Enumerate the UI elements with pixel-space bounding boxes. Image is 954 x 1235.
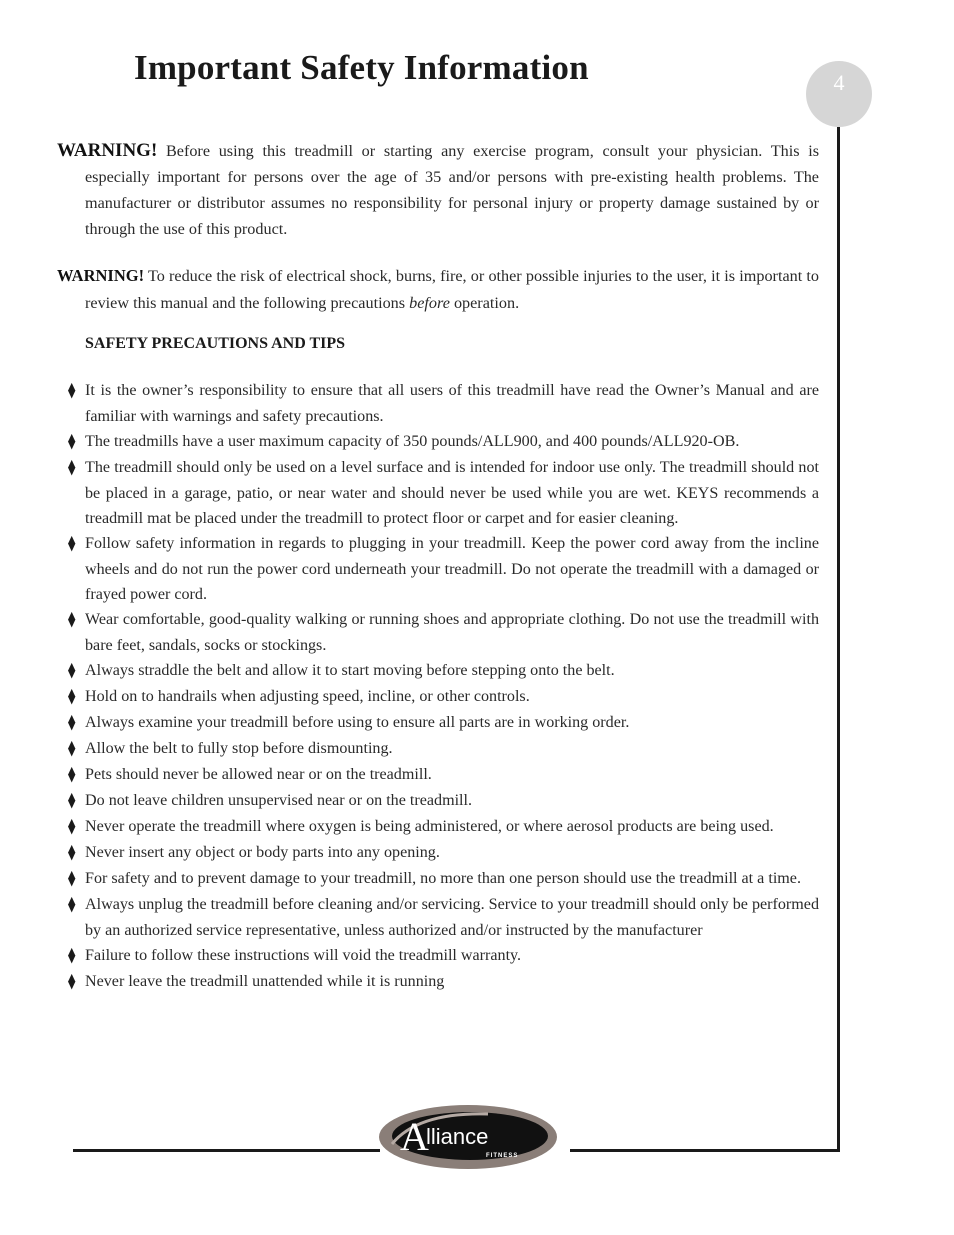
- safety-tip-text: Do not leave children unsupervised near or on the treadmill.: [85, 792, 473, 809]
- bullet-diamond-icon: ⧫: [68, 767, 76, 783]
- bullet-diamond-icon: ⧫: [68, 689, 76, 705]
- safety-tip-text: The treadmills have a user maximum capacity of 350 pounds/ALL900, and 400 pounds/ALL920-OB.: [85, 433, 740, 450]
- section-heading: SAFETY PRECAUTIONS AND TIPS: [85, 335, 346, 352]
- bullet-diamond-icon: ⧫: [68, 715, 76, 731]
- safety-tip-item: [68, 736, 819, 762]
- safety-tip-text: Hold on to handrails when adjusting speed, incline, or other controls.: [85, 688, 530, 705]
- page-title: Important Safety Information: [134, 48, 589, 87]
- safety-tip-text: It is the owner’s responsibility to ensure that all users of this treadmill have read the Owner’s Manual and are familiar with warnings and safety precautions.: [85, 382, 819, 425]
- warning-label: WARNING!: [57, 266, 145, 285]
- footer-rule-right: [570, 1149, 840, 1152]
- logo-tagline: FITNESS: [486, 1153, 519, 1159]
- safety-tip-text: Pets should never be allowed near or on the treadmill.: [85, 766, 432, 783]
- warning-paragraph-physician: [57, 138, 819, 242]
- safety-tip-text: Follow safety information in regards to plugging in your treadmill. Keep the power cord away from the incline wheels and do not run the power cord underneath your treadmill. Do not operate the treadmill with a damaged or frayed power cord.: [85, 535, 819, 603]
- safety-tip-text: Wear comfortable, good-quality walking or running shoes and appropriate clothing. Do not use the treadmill with bare feet, sandals, socks or stockings.: [85, 611, 819, 654]
- safety-tip-item: [68, 531, 819, 607]
- bullet-diamond-icon: ⧫: [68, 612, 76, 628]
- bullet-diamond-icon: ⧫: [68, 434, 76, 450]
- safety-tip-item: [68, 455, 819, 531]
- warning-text-end: operation.: [449, 294, 520, 312]
- safety-tip-text: Never operate the treadmill where oxygen is being administered, or where aerosol products are being used.: [85, 818, 774, 835]
- right-border-rule: [837, 127, 840, 1122]
- safety-tip-item: [68, 429, 819, 455]
- logo-brand-text: lliance: [426, 1124, 489, 1149]
- bullet-diamond-icon: ⧫: [68, 663, 76, 679]
- bullet-diamond-icon: ⧫: [68, 383, 76, 399]
- bullet-diamond-icon: ⧫: [68, 793, 76, 809]
- bullet-diamond-icon: ⧫: [68, 974, 76, 990]
- safety-tip-item: [68, 684, 819, 710]
- bullet-diamond-icon: ⧫: [68, 460, 76, 476]
- safety-tip-item: [68, 943, 819, 969]
- safety-tip-item: [68, 892, 819, 943]
- safety-tip-text: Allow the belt to fully stop before dismounting.: [85, 740, 393, 757]
- bullet-diamond-icon: ⧫: [68, 897, 76, 913]
- safety-tip-item: [68, 607, 819, 658]
- safety-tips-list: [68, 378, 819, 995]
- safety-tip-item: [68, 866, 819, 892]
- bullet-diamond-icon: ⧫: [68, 819, 76, 835]
- safety-tip-text: Always unplug the treadmill before cleaning and/or servicing. Service to your treadmill should only be performed by an authorized service representative, unless authorized and/or instructed by the manufacturer: [85, 896, 819, 939]
- warning-paragraph-electrical: [57, 262, 819, 317]
- warning-label: WARNING!: [57, 140, 158, 161]
- safety-tip-item: [68, 969, 819, 995]
- safety-tip-item: [68, 710, 819, 736]
- safety-tip-item: [68, 378, 819, 429]
- safety-tip-item: [68, 658, 819, 684]
- safety-tip-text: Never leave the treadmill unattended while it is running: [85, 973, 445, 990]
- bullet-diamond-icon: ⧫: [68, 536, 76, 552]
- footer-rule-left: [73, 1149, 380, 1152]
- safety-tip-item: [68, 788, 819, 814]
- safety-tip-text: Always examine your treadmill before using to ensure all parts are in working order.: [85, 714, 630, 731]
- bullet-diamond-icon: ⧫: [68, 741, 76, 757]
- safety-tip-item: [68, 814, 819, 840]
- warning-text: To reduce the risk of electrical shock, burns, fire, or other possible injuries to the user, it is important to review this manual and the following precautions: [85, 267, 819, 312]
- bullet-diamond-icon: ⧫: [68, 871, 76, 887]
- bullet-diamond-icon: ⧫: [68, 845, 76, 861]
- corner-rule: [837, 1122, 840, 1152]
- logo-initial: A: [400, 1114, 429, 1159]
- safety-tip-text: The treadmill should only be used on a level surface and is intended for indoor use only. The treadmill should not be placed in a garage, patio, or near water and should never be used while you are wet. KEYS recommends a treadmill mat be placed under the treadmill to protect floor or carpet and for easier cleaning.: [85, 459, 819, 527]
- safety-tip-text: For safety and to prevent damage to your treadmill, no more than one person should use the treadmill at a time.: [85, 870, 801, 887]
- bullet-diamond-icon: ⧫: [68, 948, 76, 964]
- warning-text: Before using this treadmill or starting any exercise program, consult your physician. This is especially important for persons over the age of 35 and/or persons with pre-existing health problems. The manufacturer or distributor assumes no responsibility for personal injury or property damage sustained by or through the use of this product.: [85, 142, 819, 238]
- safety-tip-text: Failure to follow these instructions will void the treadmill warranty.: [85, 947, 522, 964]
- safety-tip-item: [68, 840, 819, 866]
- alliance-fitness-logo: [378, 1104, 558, 1170]
- safety-tip-item: [68, 762, 819, 788]
- safety-tip-text: Never insert any object or body parts into any opening.: [85, 844, 440, 861]
- safety-tip-text: Always straddle the belt and allow it to start moving before stepping onto the belt.: [85, 662, 615, 679]
- emphasis-text: before: [409, 294, 450, 312]
- page-number-badge: 4: [806, 61, 872, 127]
